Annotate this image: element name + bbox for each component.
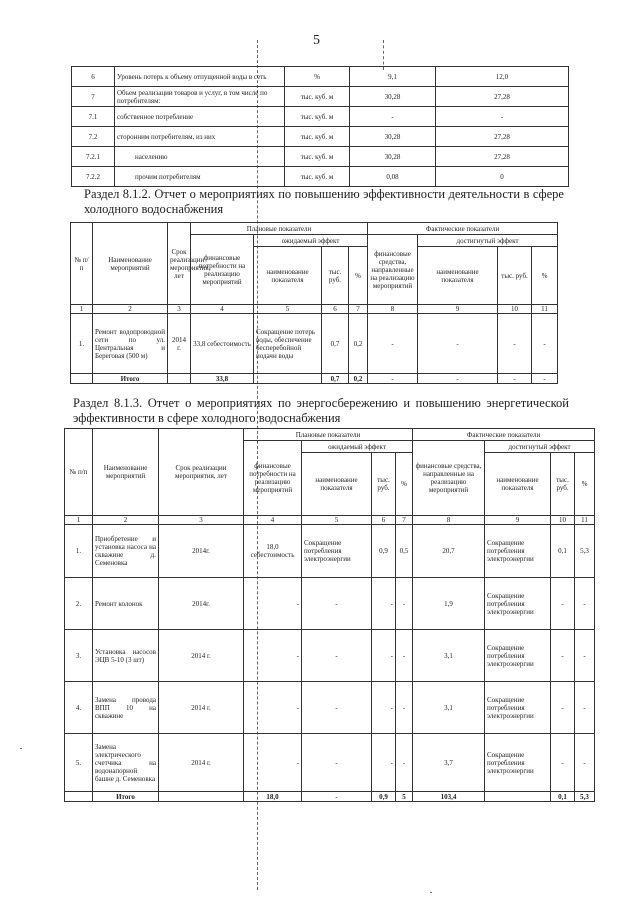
empty-cell [168,374,191,384]
row-indicator: - [302,682,372,734]
row-unit: % [285,67,350,87]
row-name: Установка насосов ЭЦВ 5-10 (3 шт) [93,630,159,682]
column-number: 11 [532,305,558,314]
row-fact-rub: - [498,314,532,374]
row-number: 6 [72,67,115,87]
table-row [65,682,595,734]
total-fact-indicator [485,792,551,802]
header-rub: тыс. руб. [551,453,575,516]
row-indicator: - [302,734,372,792]
row-fact-pct: - [575,578,595,630]
indicators-table [71,66,569,187]
row-term: 2014 г. [159,630,244,682]
header-name: Наименование мероприятий [93,223,168,305]
row-value: 30,28 [350,87,436,107]
column-numbers-row [71,305,558,314]
row-value: 27,28 [436,147,569,167]
row-number: 5. [65,734,93,792]
table-row [71,314,558,374]
empty-cell [159,792,244,802]
total-fact-pct: - [532,374,558,384]
row-pct: 0,2 [349,314,368,374]
total-pct: 0,2 [349,374,368,384]
row-value: 27,28 [436,87,569,107]
column-number: 9 [485,516,551,525]
empty-cell [254,374,322,384]
row-fact-indicator: Сокращение потребления электроэнергии [485,578,551,630]
header-fin-plan: финансовые потребности на реализацию мероприятий [244,441,302,516]
section-heading: Раздел 8.1.2. Отчет о мероприятиях по повышению эффективности деятельности в сфере холодного водоснабжения [84,187,564,216]
row-name: Ремонт колонок [93,578,159,630]
row-name: населению [115,147,285,167]
row-unit: тыс. куб. м [285,167,350,187]
column-numbers-row [65,516,595,525]
row-fact-indicator: - [418,314,498,374]
row-fact-pct: - [575,682,595,734]
row-rub: 0,7 [322,314,349,374]
row-rub: - [372,578,396,630]
row-name: Ремонт водопроводной сети по ул. Центральная и Береговая (500 м) [93,314,168,374]
table-row [72,127,569,147]
header-pct: % [532,247,558,305]
table-row [65,578,595,630]
header-indicator: наименование показателя [418,247,498,305]
header-pct: % [396,453,413,516]
row-fact-indicator: Сокращение потребления электроэнергии [485,734,551,792]
column-number: 1 [65,516,93,525]
row-indicator: Сокращение потерь воды, обеспечение бесперебойной подачи воды [254,314,322,374]
row-fact-rub: - [551,578,575,630]
row-fact-fin: 3,1 [413,630,485,682]
row-fact-rub: 0,1 [551,525,575,578]
row-value: - [436,107,569,127]
total-label: Итого [93,792,159,802]
total-label: Итого [93,374,168,384]
table-row [72,167,569,187]
row-fact-indicator: Сокращение потребления электроэнергии [485,630,551,682]
total-pct: 5 [396,792,413,802]
row-fact-fin: 20,7 [413,525,485,578]
row-number: 2. [65,578,93,630]
row-unit: тыс. куб. м [285,87,350,107]
table-row [65,734,595,792]
header-num: № п/п [71,223,93,305]
column-number: 4 [191,305,254,314]
column-number: 11 [575,516,595,525]
column-number: 2 [93,516,159,525]
row-name: Замена электрического счетчика на водонапорной башне д. Семеновка [93,734,159,792]
row-term: 2014г. [159,578,244,630]
column-number: 6 [322,305,349,314]
column-number: 3 [168,305,191,314]
empty-cell [71,374,93,384]
row-unit: тыс. куб. м [285,107,350,127]
row-name: Приобретение и установка насоса на скважине д. Семеновка [93,525,159,578]
total-fact-rub: 0,1 [551,792,575,802]
row-fact-rub: - [551,630,575,682]
row-number: 1. [71,314,93,374]
column-number: 8 [413,516,485,525]
total-fin: 18,0 [244,792,302,802]
row-value: 0,08 [350,167,436,187]
row-pct: - [396,734,413,792]
total-rub: 0,9 [372,792,396,802]
header-achieved: достигнутый эффект [418,235,558,247]
row-fact-pct: - [532,314,558,374]
row-pct: 0,5 [396,525,413,578]
row-fin: 33,8 себестоимость [191,314,254,374]
row-pct: - [396,630,413,682]
header-pct: % [575,453,595,516]
header-plan: Плановые показатели [191,223,368,235]
total-fact-pct: 5,3 [575,792,595,802]
efficiency-measures-table [70,222,558,384]
header-term: Срок реализации мероприятия, лет [168,223,191,305]
row-term: 2014 г. [159,682,244,734]
row-fact-fin: - [368,314,418,374]
row-name: собственное потребление [115,107,285,127]
scan-speck [430,892,432,893]
row-rub: - [372,734,396,792]
total-fact-indicator: - [418,374,498,384]
row-fin: - [244,682,302,734]
page-number: 5 [313,33,320,48]
total-rub: 0,7 [322,374,349,384]
column-number: 10 [498,305,532,314]
row-term: 2014 г. [168,314,191,374]
row-name: Замена провода ВПП 10 на скважине [93,682,159,734]
row-number: 7.2.2 [72,167,115,187]
row-rub: 0,9 [372,525,396,578]
header-fact: Фактические показатели [368,223,558,235]
scan-speck [20,748,22,749]
row-fact-indicator: Сокращение потребления электроэнергии [485,682,551,734]
row-fin: - [244,578,302,630]
total-indicator: - [302,792,372,802]
row-fact-pct: 5,3 [575,525,595,578]
row-indicator: - [302,578,372,630]
energy-saving-measures-table [64,428,595,802]
column-number: 2 [93,305,168,314]
row-name: сторонним потребителям, из них [115,127,285,147]
row-number: 7 [72,87,115,107]
row-value: 30,28 [350,147,436,167]
column-number: 7 [396,516,413,525]
row-number: 7.1 [72,107,115,127]
header-pct: % [349,247,368,305]
column-number: 4 [244,516,302,525]
row-value: 9,1 [350,67,436,87]
header-rub: тыс. руб. [372,453,396,516]
row-value: 30,28 [350,127,436,147]
row-value: 12,0 [436,67,569,87]
header-rub: тыс. руб. [498,247,532,305]
empty-cell [65,792,93,802]
header-fin-fact: финансовые средства, направленные на реализацию мероприятий [368,235,418,305]
header-fin-plan: финансовые потребности на реализацию мероприятий [191,235,254,305]
header-rub: тыс. руб. [322,247,349,305]
total-fact-fin: 103,4 [413,792,485,802]
row-number: 1. [65,525,93,578]
column-number: 3 [159,516,244,525]
row-fact-pct: - [575,734,595,792]
row-name: прочим потребителям [115,167,285,187]
row-rub: - [372,682,396,734]
row-pct: - [396,682,413,734]
row-value: 0 [436,167,569,187]
row-unit: тыс. куб. м [285,127,350,147]
header-term: Срок реализации мероприятия, лет [159,429,244,516]
total-row [65,792,595,802]
header-indicator: наименование показателя [485,453,551,516]
row-number: 4. [65,682,93,734]
table-row [72,87,569,107]
row-number: 7.2.1 [72,147,115,167]
row-fin: - [244,630,302,682]
row-indicator: Сокращение потребления электроэнергии [302,525,372,578]
column-number: 8 [368,305,418,314]
row-fact-rub: - [551,682,575,734]
total-row [71,374,558,384]
header-fact: Фактические показатели [413,429,595,441]
section-heading: Раздел 8.1.3. Отчет о мероприятиях по энергосбережению и повышению энергетической эффективности в сфере холодного водоснабжения [73,396,569,425]
header-num: № п/п [65,429,93,516]
row-name: Объем реализации товаров и услуг, в том числе по потребителям: [115,87,285,107]
header-indicator: наименование показателя [254,247,322,305]
header-fin-fact: финансовые средства, направленные на реализацию мероприятий [413,441,485,516]
header-achieved: достигнутый эффект [485,441,595,453]
column-number: 6 [372,516,396,525]
header-expected: ожидаемый эффект [254,235,368,247]
row-fact-fin: 3,7 [413,734,485,792]
table-row [72,107,569,127]
row-fact-pct: - [575,630,595,682]
row-fact-fin: 1,9 [413,578,485,630]
column-number: 1 [71,305,93,314]
total-fin: 33,8 [191,374,254,384]
row-indicator: - [302,630,372,682]
row-fact-rub: - [551,734,575,792]
column-number: 5 [254,305,322,314]
row-number: 7.2 [72,127,115,147]
row-fin: - [244,734,302,792]
row-term: 2014 г. [159,734,244,792]
row-number: 3. [65,630,93,682]
column-number: 9 [418,305,498,314]
row-rub: - [372,630,396,682]
row-fact-indicator: Сокращение потребления электроэнергии [485,525,551,578]
table-row [65,525,595,578]
header-plan: Плановые показатели [244,429,413,441]
row-fin: 18,0 себестоимость [244,525,302,578]
table-row [65,630,595,682]
row-value: - [350,107,436,127]
row-term: 2014г. [159,525,244,578]
table-row [72,147,569,167]
row-value: 27,28 [436,127,569,147]
row-fact-fin: 3,1 [413,682,485,734]
column-number: 5 [302,516,372,525]
column-number: 7 [349,305,368,314]
header-expected: ожидаемый эффект [302,441,413,453]
column-number: 10 [551,516,575,525]
total-fact-rub: - [498,374,532,384]
row-name: Уровень потерь к объему отпущенной воды в сеть [115,67,285,87]
row-pct: - [396,578,413,630]
header-name: Наименование мероприятий [93,429,159,516]
row-unit: тыс. куб. м [285,147,350,167]
header-indicator: наименование показателя [302,453,372,516]
total-fact-fin: - [368,374,418,384]
table-row [72,67,569,87]
